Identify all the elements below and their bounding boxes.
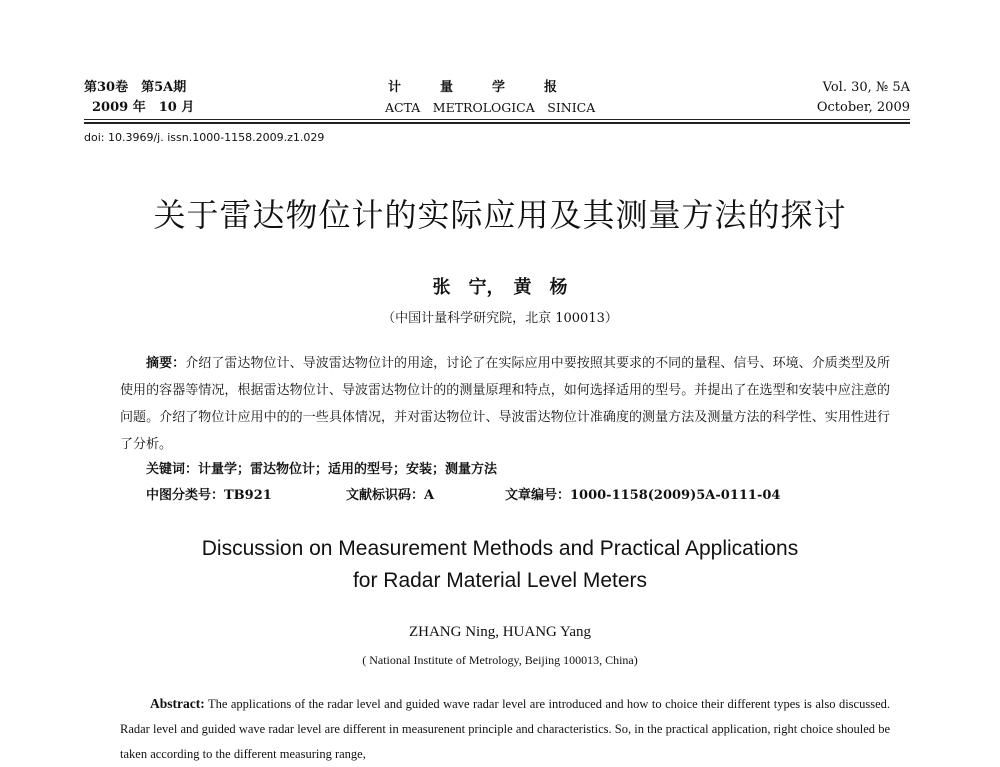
title-en-line2: for Radar Material Level Meters (352, 569, 648, 592)
abstract-en-text: The applications of the radar level and guided wave radar level are introduced and how to choice their different types is also discussed. Radar level and guided wave radar level are different in measurenent principle and characteristics. So, in the practical application, right choice shouled be taken according to the different measuring range, (120, 697, 890, 761)
title-en-line1: Discussion on Measurement Methods and Practical Applications (201, 537, 799, 560)
authors-en: ZHANG Ning, HUANG Yang (408, 624, 592, 640)
doi: doi: 10.3969/j. issn.1000-1158.2009.z1.029 (84, 131, 325, 144)
title-en (0, 533, 1000, 597)
abstract-cn (120, 350, 890, 458)
keywords-cn: 关键词：计量学；雷达物位计；适用的型号；安装；测量方法 (146, 462, 498, 477)
header-rule-thick (84, 122, 910, 124)
journal-name-en: ACTA METROLOGICA SINICA (385, 100, 596, 115)
page-title: 关于雷达物位计的实际应用及其测量方法的探讨 (153, 196, 847, 234)
abstract-cn-label: 摘要： (146, 356, 186, 371)
header-rule-thin (84, 119, 910, 120)
journal-volume: 第30卷 第5A期 (84, 80, 187, 95)
document-code: 文献标识码：A (346, 488, 435, 503)
journal-date-en: October, 2009 (816, 100, 910, 115)
article-number: 文章编号：1000-1158(2009)5A-0111-04 (505, 488, 781, 503)
abstract-en (120, 691, 890, 767)
authors-cn: 张 宁， 黄 杨 (432, 277, 568, 298)
journal-name-cn: 计 量 学 报 (388, 80, 558, 95)
abstract-en-label: Abstract: (150, 696, 205, 711)
class-number: 中图分类号：TB921 (146, 488, 272, 503)
journal-vol-en: Vol. 30, № 5A (822, 80, 910, 95)
affiliation-cn: （中国计量科学研究院，北京 100013） (382, 311, 618, 326)
affiliation-en: ( National Institute of Metrology, Beijing 100013, China) (362, 653, 638, 667)
journal-date: 2009 年 10 月 (92, 100, 195, 115)
abstract-cn-text: 介绍了雷达物位计、导波雷达物位计的用途，讨论了在实际应用中要按照其要求的不同的量程、信号、环境、介质类型及所使用的容器等情况，根据雷达物位计、导波雷达物位计的的测量原理和特点，如何选择适用的型号。并提出了在选型和安装中应注意的问题。介绍了物位计应用中的的一些具体情况，并对雷达物位计、导波雷达物位计准确度的测量方法及测量方法的科学性、实用性进行了分析。 (120, 356, 890, 452)
